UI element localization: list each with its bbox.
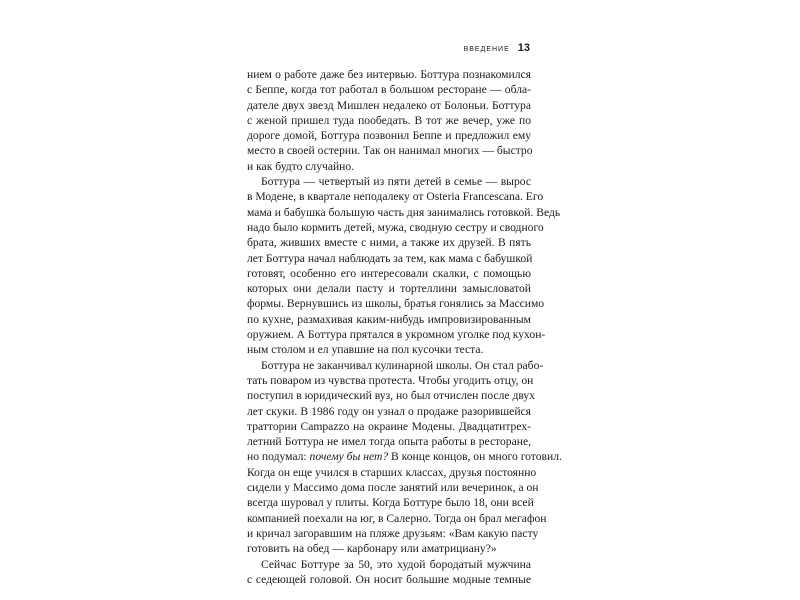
text-line: в Модене, в квартале неподалеку от Osteria Francescana. Его [247, 190, 544, 204]
text-line: траттории Campazzo на окраине Модены. Двадцатитрех- [247, 419, 531, 433]
text-line [247, 449, 562, 464]
text-line: дороге домой, Боттура позвонил Беппе и предложил ему [247, 129, 531, 143]
text-line: Боттура не заканчивал кулинарной школы. Он стал рабо- [261, 358, 544, 372]
text-line: Сейчас Боттуре за 50, это худой бородатый мужчина [261, 557, 531, 571]
text-line: компанией поехали на юг, в Салерно. Тогда он брал мегафон [247, 511, 547, 525]
text-run: но подумал: [247, 450, 310, 464]
text-line: с женой пришел туда пообедать. В тот же вечер, уже по [247, 113, 531, 127]
text-line: ным столом и ел упавшие на пол кусочки теста. [247, 343, 484, 357]
body-text [247, 67, 562, 587]
text-line: поступил в юридический вуз, но был отчислен после двух [247, 389, 536, 403]
text-line: лет Боттура начал наблюдать за тем, как мама с бабушкой [247, 251, 533, 265]
text-line: которых они делали пасту и тортеллини замысловатой [247, 282, 531, 296]
text-line: тать поваром из чувства протеста. Чтобы угодить отцу, он [247, 373, 534, 387]
text-line: брата, живших вместе с ними, а также их друзей. В пять [247, 236, 531, 250]
text-line: Когда он еще учился в старших классах, друзья постоянно [247, 465, 537, 479]
text-run: В конце концов, он много готовил. [388, 450, 562, 464]
text-line: готовят, особенно его интересовали скалки, с помощью [247, 266, 531, 280]
text-line: нием о работе даже без интервью. Боттура познакомился [247, 68, 531, 81]
text-line: место в своей остерии. Так он нанимал многих — быстро [247, 144, 533, 158]
emphasis-text: почему бы нет? [309, 450, 389, 464]
text-line: по кухне, размахивая каким-нибудь импровизированным [247, 312, 531, 326]
running-head [464, 42, 530, 54]
section-name: ВВЕДЕНИЕ [463, 46, 510, 53]
text-line: мама и бабушка большую часть дня занимались готовкой. Ведь [247, 205, 561, 219]
text-line: летний Боттура не имел тогда опыта работы в ресторане, [247, 435, 531, 449]
text-line: сидели у Массимо дома после занятий или вечеринок, а он [247, 481, 539, 495]
text-line: с седеющей головой. Он носит большие модные темные [247, 572, 531, 586]
text-line: оружием. А Боттура прятался в укромном уголке под кухон- [247, 328, 546, 342]
text-line: надо было кормить детей, мужа, сводную сестру и сводного [247, 220, 544, 234]
page-number: 13 [517, 42, 530, 54]
text-line: и кричал загоравшим на пляже друзьям: «Вам какую пасту [247, 526, 539, 540]
text-line: готовить на обед — карбонару или аматрициану?» [247, 542, 497, 556]
text-line: Боттура — четвертый из пяти детей в семье — вырос [261, 175, 531, 189]
text-line: дателе двух звезд Мишлен недалеко от Болоньи. Боттура [247, 98, 531, 112]
text-line: с Беппе, когда тот работал в большом ресторане — обла- [247, 83, 531, 97]
text-line: формы. Вернувшись из школы, братья гонялись за Массимо [247, 297, 545, 311]
text-line: лет скуки. В 1986 году он узнал о продаже разорившейся [247, 404, 531, 418]
text-line: и как будто случайно. [247, 159, 355, 173]
text-line: всегда шуровал у плиты. Когда Боттуре было 18, они всей [247, 496, 534, 510]
